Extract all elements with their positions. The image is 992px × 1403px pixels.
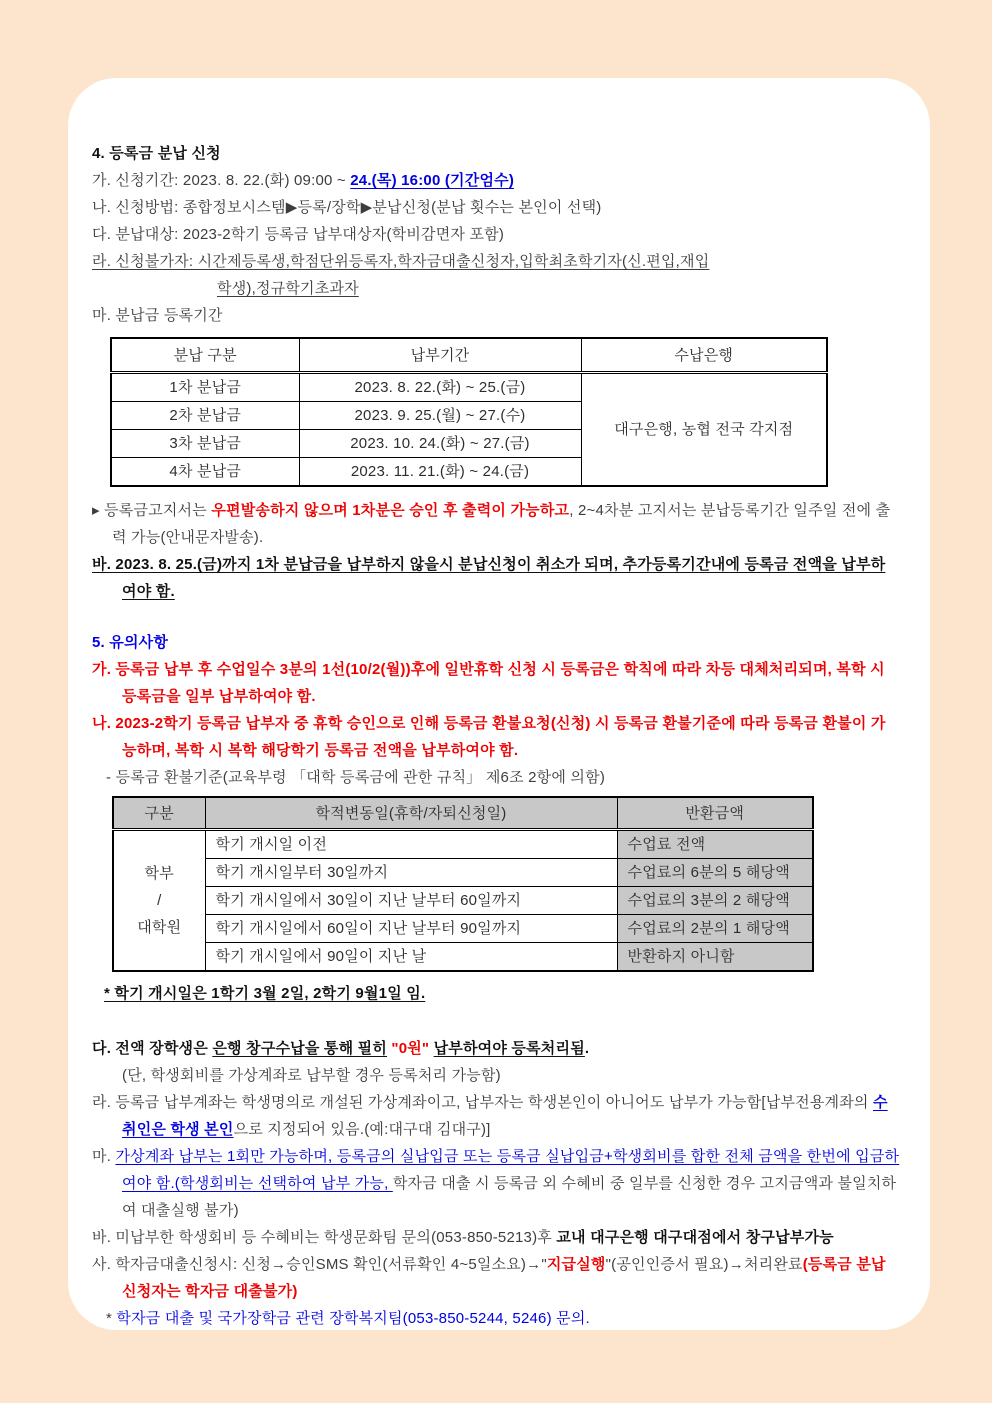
s5-item-scholarship <box>92 1035 900 1062</box>
s4-item-registration-period: 마. 분납금 등록기간 <box>92 307 223 324</box>
refund-row-3-amount: 수업료의 3분의 2 해당액 <box>617 887 813 915</box>
loan-contact-text: 학자금 대출 및 국가장학금 관련 장학복지팀(053-850-5244, 5246) 문의. <box>116 1310 590 1327</box>
refund-row-3-change: 학기 개시일에서 30일이 지난 날부터 60일까지 <box>205 887 617 915</box>
bank-cell: 대구은행, 농협 전국 각지점 <box>581 373 827 487</box>
s4-bill-note <box>92 497 900 551</box>
refund-row-2-change: 학기 개시일부터 30일까지 <box>205 859 617 887</box>
col-header-period: 납부기간 <box>299 338 581 373</box>
virtual-account-rule: 가상계좌 납부는 1회만 가능하며, 등록금의 실납입금 또는 등록금 실납입금+학생회비를 합한 전체 금액을 한번에 입금하여야 함.(학생회비는 선택하여 납부 가능, <box>115 1148 900 1192</box>
table-row <box>113 859 813 887</box>
col-header-change-date: 학적변동일(휴학/자퇴신청일) <box>205 797 617 830</box>
refund-table <box>112 796 814 972</box>
table-row <box>113 943 813 972</box>
s4-item-ineligible-line1: 라. 신청불가자: 시간제등록생,학점단위등록자,학자금대출신청자,입학최초학기자(신.편입,재입 <box>92 253 710 270</box>
s5-item-account <box>92 1089 900 1143</box>
loan-execute-highlight: 지급실행 <box>546 1256 606 1273</box>
installment-table-header-row <box>111 338 827 373</box>
installment-table <box>110 337 828 487</box>
s4-item-apply-method: 나. 신청방법: 종합정보시스템▶등록/장학▶분납신청(분납 횟수는 본인이 선택) <box>92 199 602 216</box>
s5-item-unpaid-fee <box>92 1224 900 1251</box>
deadline-link[interactable]: 24.(목) 16:00 (기간엄수) <box>350 172 515 189</box>
apply-period-text: 가. 신청기간: 2023. 8. 22.(화) 09:00 ~ <box>92 172 351 189</box>
account-text2: 으로 지정되어 있음.(예:대구대 김대구)] <box>233 1121 491 1138</box>
refund-row-4-amount: 수업료의 2분의 1 해당액 <box>617 915 813 943</box>
scholarship-underline1: 은행 창구수납을 통해 필히 <box>212 1040 388 1057</box>
refund-table-header-row <box>113 797 813 830</box>
scholarship-underline2: 납부하여야 등록처리됨 <box>433 1040 585 1057</box>
bill-note-highlight: 우편발송하지 않으며 1차분은 승인 후 출력이 가능하고 <box>211 502 570 519</box>
s4-item-ineligible-line2: 학생),정규학기초과자 <box>217 280 359 297</box>
installment-2-period: 2023. 9. 25.(월) ~ 27.(수) <box>299 402 581 430</box>
s4-item-apply-period <box>92 167 900 194</box>
installment-4-period: 2023. 11. 21.(화) ~ 24.(금) <box>299 458 581 487</box>
account-text1: 라. 등록금 납부계좌는 학생명의로 개설된 가상계좌이고, 납부자는 학생본인이 아니어도 납부가 가능함[납부전용계좌의 <box>92 1094 873 1111</box>
s5-item-student-loan <box>92 1251 900 1305</box>
group-label-line2: / <box>157 892 162 909</box>
virtual-account-label: 마. <box>92 1148 116 1165</box>
section4-title: 4. 등록금 분납 신청 <box>92 145 221 162</box>
notice-card <box>68 78 930 1330</box>
refund-row-1-change: 학기 개시일 이전 <box>205 830 617 859</box>
col-header-refund-amount: 반환금액 <box>617 797 813 830</box>
bill-note-text1: 등록금고지서는 <box>104 502 212 519</box>
notice-content <box>68 78 930 1332</box>
section5-title: 5. 유의사항 <box>92 634 169 651</box>
refund-row-1-amount: 수업료 전액 <box>617 830 813 859</box>
table-row <box>113 887 813 915</box>
refund-row-2-amount: 수업료의 6분의 5 해당액 <box>617 859 813 887</box>
star-marker: * <box>106 1310 117 1327</box>
scholarship-text1: 다. 전액 장학생은 <box>92 1040 213 1057</box>
col-header-bank: 수납은행 <box>581 338 827 373</box>
s5-item-leave-rule: 가. 등록금 납부 후 수업일수 3분의 1선(10/2(월))후에 일반휴학 신청 시 등록금은 학칙에 따라 차등 대체처리되며, 복학 시 등록금을 일부 납부하여야 함. <box>92 661 885 705</box>
zero-won-highlight: "0원" <box>387 1040 434 1057</box>
installment-1-period: 2023. 8. 22.(화) ~ 25.(금) <box>299 373 581 402</box>
s4-item-target: 다. 분납대상: 2023-2학기 등록금 납부대상자(학비감면자 포함) <box>92 226 505 243</box>
triangle-bullet-icon: ▸ <box>92 502 100 519</box>
loan-text2: "(공인인증서 필요)→처리완료 <box>605 1256 803 1273</box>
bill-note-text2: , 2~4차분 고지서는 분납등록기간 일주일 전에 출력 가능(안내문자발송). <box>112 502 891 546</box>
group-label-line1: 학부 <box>144 865 174 882</box>
table-row <box>113 830 813 859</box>
loan-text1: 사. 학자금대출신청시: 신청→승인SMS 확인(서류확인 4~5일소요)→" <box>92 1256 547 1273</box>
refund-row-4-change: 학기 개시일에서 60일이 지난 날부터 90일까지 <box>205 915 617 943</box>
group-label-line3: 대학원 <box>137 919 182 936</box>
group-cell <box>113 830 205 972</box>
installment-3-period: 2023. 10. 24.(화) ~ 27.(금) <box>299 430 581 458</box>
installment-4-label: 4차 분납금 <box>111 458 299 487</box>
refund-row-5-change: 학기 개시일에서 90일이 지난 날 <box>205 943 617 972</box>
s4-cancel-warning: 바. 2023. 8. 25.(금)까지 1차 분납금을 납부하지 않을시 분납신청이 취소가 되며, 추가등록기간내에 등록금 전액을 납부하여야 함. <box>92 556 886 600</box>
loan-restriction-highlight: (등록금 분납신청자는 학자금 대출불가) <box>122 1256 886 1300</box>
table-row <box>113 915 813 943</box>
payee-highlight: 수취인은 학생 본인 <box>122 1094 888 1138</box>
col-header-category: 구분 <box>113 797 205 830</box>
table-row <box>111 373 827 402</box>
col-header-division: 분납 구분 <box>111 338 299 373</box>
s5-item-virtual-account <box>92 1143 900 1224</box>
installment-2-label: 2차 분납금 <box>111 402 299 430</box>
installment-3-label: 3차 분납금 <box>111 430 299 458</box>
loan-contact-note <box>106 1305 900 1332</box>
refund-row-5-amount: 반환하지 아니함 <box>617 943 813 972</box>
s5-scholarship-sub: (단, 학생회비를 가상계좌로 납부할 경우 등록처리 가능함) <box>122 1067 501 1084</box>
installment-1-label: 1차 분납금 <box>111 373 299 402</box>
virtual-account-text2: 학자금 대출 시 등록금 외 수혜비 중 일부를 신청한 경우 고지금액과 불일치하여 대출실행 불가) <box>122 1175 897 1219</box>
s5-item-refund-rule: 나. 2023-2학기 등록금 납부자 중 휴학 승인으로 인해 등록금 환불요청(신청) 시 등록금 환불기준에 따라 등록금 환불이 가능하며, 복학 시 복학 해당학기 등록금 전액을 납부하여야 함. <box>92 715 886 759</box>
unpaid-fee-text1: 바. 미납부한 학생회비 등 수혜비는 학생문화팀 문의(053-850-5213)후 <box>92 1229 557 1246</box>
bank-branch-highlight: 교내 대구은행 대구대점에서 창구납부가능 <box>556 1229 834 1246</box>
s5-refund-standard-label: - 등록금 환불기준(교육부령 「대학 등록금에 관한 규칙」 제6조 2항에 의함) <box>106 769 606 786</box>
semester-start-note: * 학기 개시일은 1학기 3월 2일, 2학기 9월1일 임. <box>104 985 426 1002</box>
scholarship-period: . <box>584 1040 590 1057</box>
